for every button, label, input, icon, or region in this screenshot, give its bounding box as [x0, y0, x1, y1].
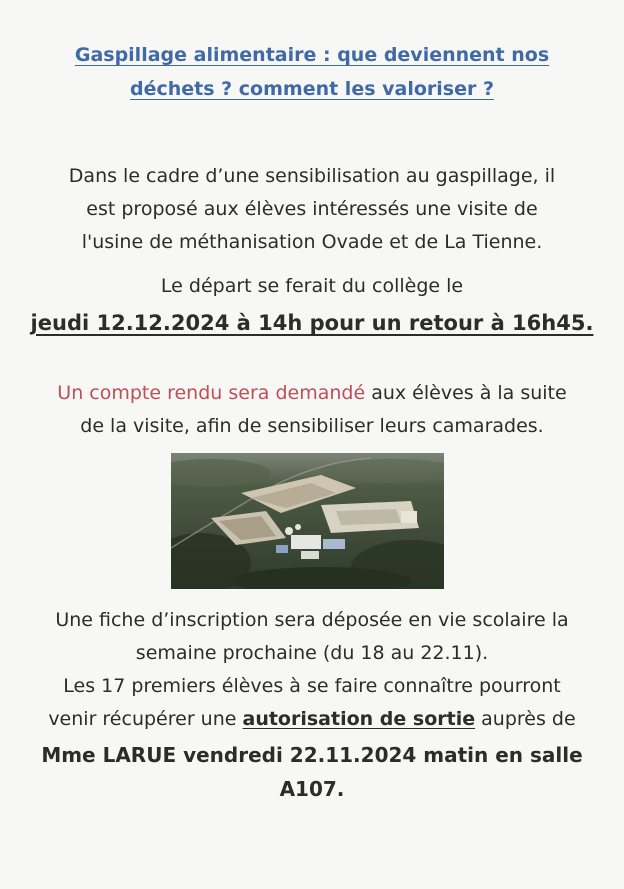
contact-line-2: A107. — [279, 777, 345, 801]
plant-aerial-photo — [171, 453, 444, 589]
intro-line-1: Dans le cadre d’une sensibilisation au gaspillage, il — [68, 165, 556, 187]
contact-paragraph — [30, 738, 594, 806]
registration-line-3: Les 17 premiers élèves à se faire connaître pourront — [63, 675, 561, 697]
intro-line-3: l'usine de méthanisation Ovade et de La Tienne. — [81, 231, 543, 253]
intro-paragraph — [30, 160, 594, 259]
contact-line-1: Mme LARUE vendredi 22.11.2024 matin en salle — [41, 743, 583, 767]
report-rest: aux élèves à la suite — [365, 382, 567, 404]
intro-line-2: est proposé aux élèves intéressés une visite de — [86, 198, 538, 220]
departure-text: Le départ se ferait du collège le — [160, 275, 464, 297]
report-highlight: Un compte rendu sera demandé — [57, 382, 366, 404]
report-line-2: de la visite, afin de sensibiliser leurs camarades. — [80, 415, 544, 437]
page-title — [40, 38, 584, 106]
departure-date: jeudi 12.12.2024 à 14h pour un retour à 16h45. — [30, 311, 594, 335]
registration-line-4 — [30, 703, 594, 736]
report-paragraph — [30, 377, 594, 443]
aerial-photo-illustration — [171, 453, 444, 589]
report-line-1 — [30, 377, 594, 410]
registration-line-2: semaine prochaine (du 18 au 22.11). — [135, 642, 489, 664]
title-line-2: déchets ? comment les valoriser ? — [129, 78, 494, 100]
registration-line-4-pre: venir récupérer une — [48, 708, 243, 730]
registration-line-4-post: auprès de — [475, 708, 576, 730]
registration-paragraph — [30, 604, 594, 736]
registration-line-1: Une fiche d’inscription sera déposée en vie scolaire la — [55, 609, 569, 631]
exit-authorization-text: autorisation de sortie — [242, 708, 476, 730]
title-line-1: Gaspillage alimentaire : que deviennent nos — [74, 44, 550, 66]
